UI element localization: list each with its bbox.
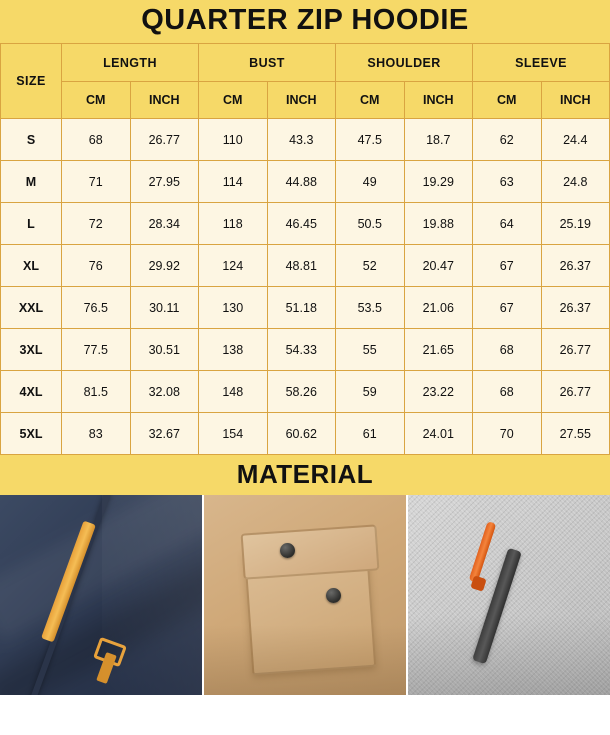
- page-title-bar: [0, 0, 610, 43]
- fabric-shadow: [408, 615, 610, 695]
- cell-sleeve-cm: 70: [473, 413, 542, 455]
- cell-size: S: [1, 119, 62, 161]
- cell-sleeve-cm: 64: [473, 203, 542, 245]
- cell-bust-inch: 60.62: [267, 413, 336, 455]
- table-header-row-units: [1, 82, 610, 119]
- cell-bust-inch: 46.45: [267, 203, 336, 245]
- cell-length-cm: 77.5: [62, 329, 131, 371]
- cell-sleeve-inch: 24.8: [541, 161, 610, 203]
- unit-header-length-inch: INCH: [130, 82, 199, 119]
- cell-size: L: [1, 203, 62, 245]
- cell-length-inch: 26.77: [130, 119, 199, 161]
- table-row: [1, 245, 610, 287]
- cell-shoulder-inch: 20.47: [404, 245, 473, 287]
- khaki-fabric-pocket-detail: [202, 495, 406, 695]
- cell-size: 4XL: [1, 371, 62, 413]
- table-row: [1, 287, 610, 329]
- cell-sleeve-inch: 26.77: [541, 329, 610, 371]
- cell-length-cm: 76.5: [62, 287, 131, 329]
- cell-shoulder-inch: 19.88: [404, 203, 473, 245]
- fabric-shadow: [204, 625, 406, 695]
- cell-length-cm: 83: [62, 413, 131, 455]
- cell-sleeve-inch: 27.55: [541, 413, 610, 455]
- column-header-length: LENGTH: [62, 44, 199, 82]
- cell-shoulder-inch: 19.29: [404, 161, 473, 203]
- cell-shoulder-cm: 52: [336, 245, 405, 287]
- cell-size: 5XL: [1, 413, 62, 455]
- material-photo-row: [0, 495, 610, 695]
- material-title: MATERIAL: [236, 459, 374, 489]
- cell-length-cm: 76: [62, 245, 131, 287]
- cell-sleeve-inch: 24.4: [541, 119, 610, 161]
- column-header-sleeve: SLEEVE: [473, 44, 610, 82]
- cell-length-inch: 32.08: [130, 371, 199, 413]
- navy-fabric-zipper-detail: [0, 495, 202, 695]
- table-row: [1, 119, 610, 161]
- column-header-shoulder: SHOULDER: [336, 44, 473, 82]
- cell-length-cm: 68: [62, 119, 131, 161]
- cell-length-inch: 29.92: [130, 245, 199, 287]
- cell-shoulder-cm: 50.5: [336, 203, 405, 245]
- table-row: [1, 329, 610, 371]
- table-row: [1, 413, 610, 455]
- cell-shoulder-inch: 21.06: [404, 287, 473, 329]
- table-body: [1, 119, 610, 455]
- column-header-bust: BUST: [199, 44, 336, 82]
- page-title: QUARTER ZIP HOODIE: [141, 4, 469, 36]
- cell-bust-inch: 43.3: [267, 119, 336, 161]
- cell-length-cm: 72: [62, 203, 131, 245]
- cell-shoulder-cm: 47.5: [336, 119, 405, 161]
- cell-shoulder-cm: 53.5: [336, 287, 405, 329]
- unit-header-shoulder-inch: INCH: [404, 82, 473, 119]
- cell-length-inch: 27.95: [130, 161, 199, 203]
- cell-sleeve-inch: 26.37: [541, 245, 610, 287]
- cell-bust-cm: 124: [199, 245, 268, 287]
- cell-shoulder-cm: 55: [336, 329, 405, 371]
- cell-bust-cm: 154: [199, 413, 268, 455]
- cell-bust-inch: 54.33: [267, 329, 336, 371]
- cell-shoulder-inch: 21.65: [404, 329, 473, 371]
- cell-bust-inch: 58.26: [267, 371, 336, 413]
- snap-button: [280, 543, 295, 558]
- unit-header-bust-cm: CM: [199, 82, 268, 119]
- cell-shoulder-cm: 61: [336, 413, 405, 455]
- table-row: [1, 203, 610, 245]
- unit-header-sleeve-inch: INCH: [541, 82, 610, 119]
- cell-bust-cm: 148: [199, 371, 268, 413]
- snap-button: [326, 588, 341, 603]
- cell-shoulder-cm: 49: [336, 161, 405, 203]
- cell-shoulder-cm: 59: [336, 371, 405, 413]
- cell-sleeve-cm: 62: [473, 119, 542, 161]
- cell-bust-cm: 130: [199, 287, 268, 329]
- cell-length-inch: 30.51: [130, 329, 199, 371]
- unit-header-sleeve-cm: CM: [473, 82, 542, 119]
- unit-header-shoulder-cm: CM: [336, 82, 405, 119]
- unit-header-bust-inch: INCH: [267, 82, 336, 119]
- cell-length-cm: 71: [62, 161, 131, 203]
- cell-bust-inch: 51.18: [267, 287, 336, 329]
- cell-size: M: [1, 161, 62, 203]
- cell-bust-cm: 114: [199, 161, 268, 203]
- pocket-flap: [241, 524, 380, 579]
- cell-length-inch: 32.67: [130, 413, 199, 455]
- cell-length-cm: 81.5: [62, 371, 131, 413]
- cell-size: 3XL: [1, 329, 62, 371]
- cell-sleeve-cm: 63: [473, 161, 542, 203]
- cell-sleeve-inch: 26.37: [541, 287, 610, 329]
- column-header-size: SIZE: [1, 44, 62, 119]
- cell-size: XXL: [1, 287, 62, 329]
- cell-bust-cm: 110: [199, 119, 268, 161]
- cell-shoulder-inch: 18.7: [404, 119, 473, 161]
- material-title-bar: [0, 455, 610, 495]
- cell-sleeve-inch: 26.77: [541, 371, 610, 413]
- table-row: [1, 161, 610, 203]
- cell-sleeve-cm: 67: [473, 287, 542, 329]
- size-chart-table: [0, 43, 610, 455]
- cell-bust-cm: 118: [199, 203, 268, 245]
- cell-bust-inch: 48.81: [267, 245, 336, 287]
- cell-bust-inch: 44.88: [267, 161, 336, 203]
- table-header: [1, 44, 610, 119]
- table-row: [1, 371, 610, 413]
- table-header-row-groups: [1, 44, 610, 82]
- cell-shoulder-inch: 24.01: [404, 413, 473, 455]
- cell-sleeve-inch: 25.19: [541, 203, 610, 245]
- cell-sleeve-cm: 68: [473, 371, 542, 413]
- cell-size: XL: [1, 245, 62, 287]
- grey-fabric-zipper-detail: [406, 495, 610, 695]
- unit-header-length-cm: CM: [62, 82, 131, 119]
- cell-bust-cm: 138: [199, 329, 268, 371]
- light-gradient: [102, 495, 202, 695]
- cell-sleeve-cm: 67: [473, 245, 542, 287]
- cell-shoulder-inch: 23.22: [404, 371, 473, 413]
- cell-length-inch: 30.11: [130, 287, 199, 329]
- cell-sleeve-cm: 68: [473, 329, 542, 371]
- cell-length-inch: 28.34: [130, 203, 199, 245]
